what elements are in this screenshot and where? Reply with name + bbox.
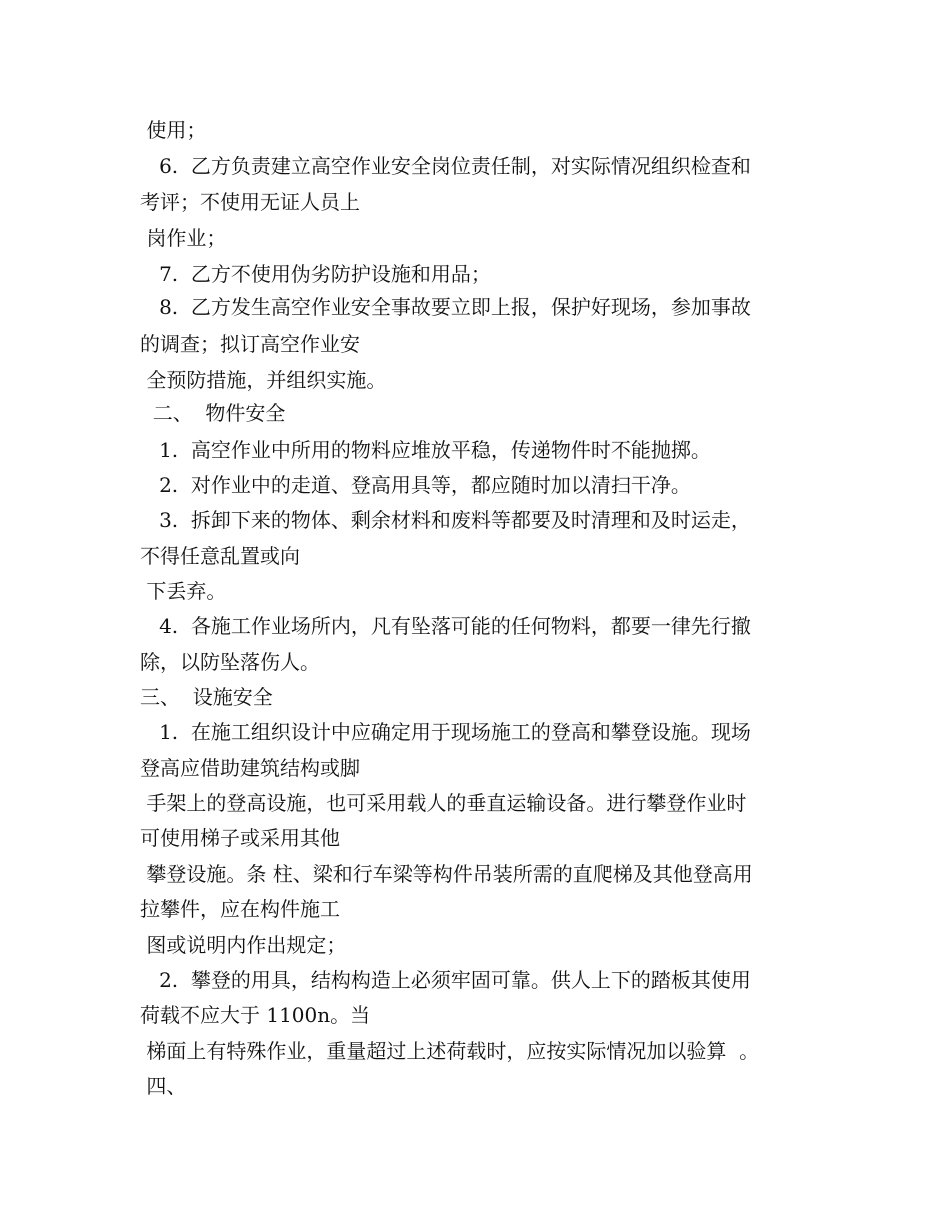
text-line: 图或说明内作出规定； xyxy=(140,933,347,957)
text-line: 荷载不应大于 1100n。当 xyxy=(140,1003,371,1027)
section-heading: 二、 物件安全 xyxy=(140,401,286,425)
text-line: 可使用梯子或采用其他 xyxy=(140,826,340,850)
text-line: 岗作业； xyxy=(140,226,227,250)
text-line: 下丢弃。 xyxy=(140,579,227,603)
text-line: 使用； xyxy=(140,118,207,142)
text-line: 6. 乙方负责建立高空作业安全岗位责任制，对实际情况组织检查和 xyxy=(140,154,751,178)
text-line: 7. 乙方不使用伪劣防护设施和用品； xyxy=(140,262,491,286)
section-heading: 四、 xyxy=(140,1074,187,1098)
text-line: 考评；不使用无证人员上 xyxy=(140,190,360,214)
text-line: 不得任意乱置或向 xyxy=(140,544,300,568)
section-heading: 三、 设施安全 xyxy=(140,685,273,709)
text-line: 全预防措施，并组织实施。 xyxy=(140,368,387,392)
text-line: 拉攀件，应在构件施工 xyxy=(140,897,340,921)
text-line: 梯面上有特殊作业，重量超过上述荷载时，应按实际情况加以验算 。 xyxy=(140,1039,760,1063)
text-line: 1. 高空作业中所用的物料应堆放平稳，传递物件时不能抛掷。 xyxy=(140,438,711,462)
text-line: 手架上的登高设施，也可采用载人的垂直运输设备。进行攀登作业时 xyxy=(140,791,747,815)
text-line: 3. 拆卸下来的物体、剩余材料和废料等都要及时清理和及时运走， xyxy=(140,508,751,532)
text-line: 的调查；拟订高空作业安 xyxy=(140,332,360,356)
text-line: 4. 各施工作业场所内，凡有坠落可能的任何物料，都要一律先行撤 xyxy=(140,614,751,638)
text-line: 登高应借助建筑结构或脚 xyxy=(140,756,360,780)
text-line: 1. 在施工组织设计中应确定用于现场施工的登高和攀登设施。现场 xyxy=(140,720,751,744)
text-line: 除，以防坠落伤人。 xyxy=(140,650,320,674)
text-line: 2. 对作业中的走道、登高用具等，都应随时加以清扫干净。 xyxy=(140,473,691,497)
text-line: 2. 攀登的用具，结构构造上必须牢固可靠。供人上下的踏板其使用 xyxy=(140,968,751,992)
text-line: 8. 乙方发生高空作业安全事故要立即上报，保护好现场，参加事故 xyxy=(140,295,751,319)
text-line: 攀登设施。条 柱、梁和行车梁等构件吊装所需的直爬梯及其他登高用 xyxy=(140,862,753,886)
